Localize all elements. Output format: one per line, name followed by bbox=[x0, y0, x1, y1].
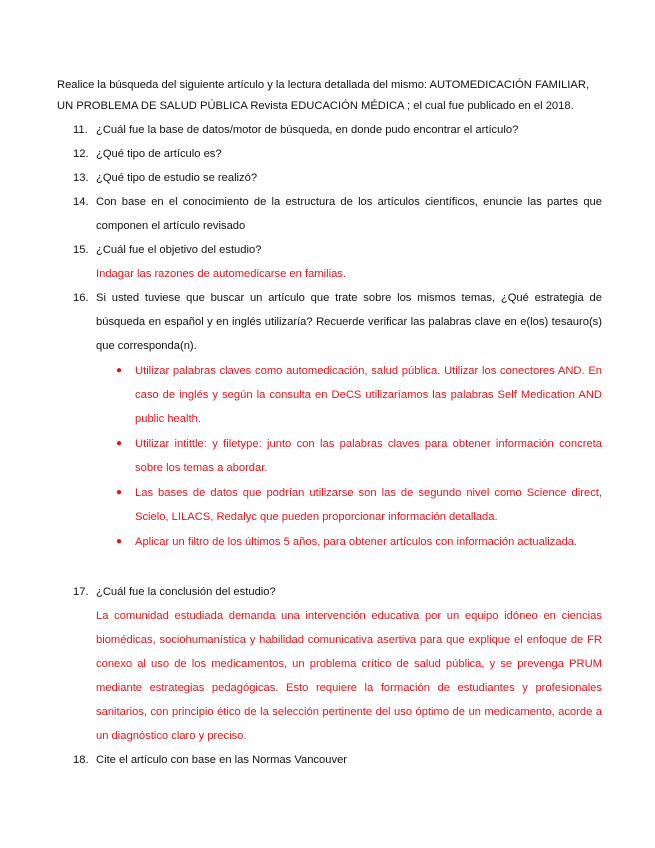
question-number: 13. bbox=[73, 172, 89, 184]
question-number: 18. bbox=[73, 754, 89, 766]
question-number: 15. bbox=[73, 244, 89, 256]
answer-bullet bbox=[114, 432, 602, 480]
question-17 bbox=[57, 580, 602, 748]
question-text: Si usted tuviese que buscar un artículo que trate sobre los mismos temas, ¿Qué estrategia de búsqueda en español y en inglés utilizaría? Recuerde verificar las palabras clave en e(los) tesauro(s) que corresponda(n). bbox=[96, 292, 602, 352]
question-11 bbox=[57, 118, 602, 142]
bullet-icon: ● bbox=[116, 365, 123, 376]
bullet-text: Las bases de datos que podrían utilizarse son las de segundo nivel como Science direct, Scielo, LILACS, Redalyc que pueden proporcionar información detallada. bbox=[135, 487, 602, 523]
question-12 bbox=[57, 142, 602, 166]
answer-bullet bbox=[114, 481, 602, 529]
question-16 bbox=[57, 286, 602, 358]
bullet-icon: ● bbox=[116, 536, 123, 547]
question-15 bbox=[57, 238, 602, 286]
intro-paragraph: Realice la búsqueda del siguiente artículo y la lectura detallada del mismo: AUTOMEDICACIÓN FAMILIAR, UN PROBLEMA DE SALUD PÚBLICA Revista EDUCACIÓN MÉDICA ; el cual fue publicado en el 2018. bbox=[57, 79, 590, 112]
question-number: 14. bbox=[73, 196, 89, 208]
question-number: 16. bbox=[73, 292, 89, 304]
question-text: ¿Cuál fue la base de datos/motor de búsqueda, en donde pudo encontrar el artículo? bbox=[96, 124, 519, 136]
question-13 bbox=[57, 166, 602, 190]
bullet-text: Utilizar palabras claves como automedicación, salud pública. Utilizar los conectores AND. En caso de inglés y según la consulta en DeCS utilizaríamos las palabras Self Medication AND public health. bbox=[135, 365, 602, 425]
answer-text: Indagar las razones de automedicarse en familias. bbox=[96, 268, 346, 280]
question-text: Cite el artículo con base en las Normas Vancouver bbox=[96, 754, 348, 766]
question-18 bbox=[57, 748, 602, 772]
bullet-icon: ● bbox=[116, 438, 123, 449]
answer-text: La comunidad estudiada demanda una intervención educativa por un equipo idóneo en ciencias biomédicas, sociohumanística y habilidad comunicativa asertiva para que explique el enfoque de FR conexo al uso de los medicamentos, un problema crítico de salud pública, y se prevenga PRUM mediante estrategias pedagógicas. Esto requiere la formación de estudiantes y profesionales sanitarios, con principio ético de la selección pertinente del uso óptimo de un medicamento, acorde a un diagnóstico claro y preciso. bbox=[96, 610, 602, 742]
answer-bullet bbox=[114, 359, 602, 431]
question-text: ¿Qué tipo de estudio se realizó? bbox=[96, 172, 258, 184]
spacer bbox=[57, 555, 602, 580]
answer-bullet-list bbox=[114, 358, 602, 554]
question-text: Con base en el conocimiento de la estructura de los artículos científicos, enuncie las partes que componen el artículo revisado bbox=[96, 196, 602, 232]
bullet-text: Aplicar un filtro de los últimos 5 años, para obtener artículos con información actualizada. bbox=[135, 536, 578, 548]
question-14 bbox=[57, 190, 602, 238]
answer-bullet bbox=[114, 530, 602, 554]
question-text: ¿Cuál fue la conclusión del estudio? bbox=[96, 586, 276, 598]
bullet-icon: ● bbox=[116, 487, 123, 498]
question-number: 12. bbox=[73, 148, 89, 160]
question-number: 11. bbox=[73, 124, 88, 136]
question-number: 17. bbox=[73, 586, 89, 598]
question-text: ¿Cuál fue el objetivo del estudio? bbox=[96, 244, 262, 256]
bullet-text: Utilizar intittle: y filetype: junto con las palabras claves para obtener información concreta sobre los temas a abordar. bbox=[135, 438, 602, 474]
question-text: ¿Qué tipo de artículo es? bbox=[96, 148, 222, 160]
question-list bbox=[57, 118, 602, 772]
